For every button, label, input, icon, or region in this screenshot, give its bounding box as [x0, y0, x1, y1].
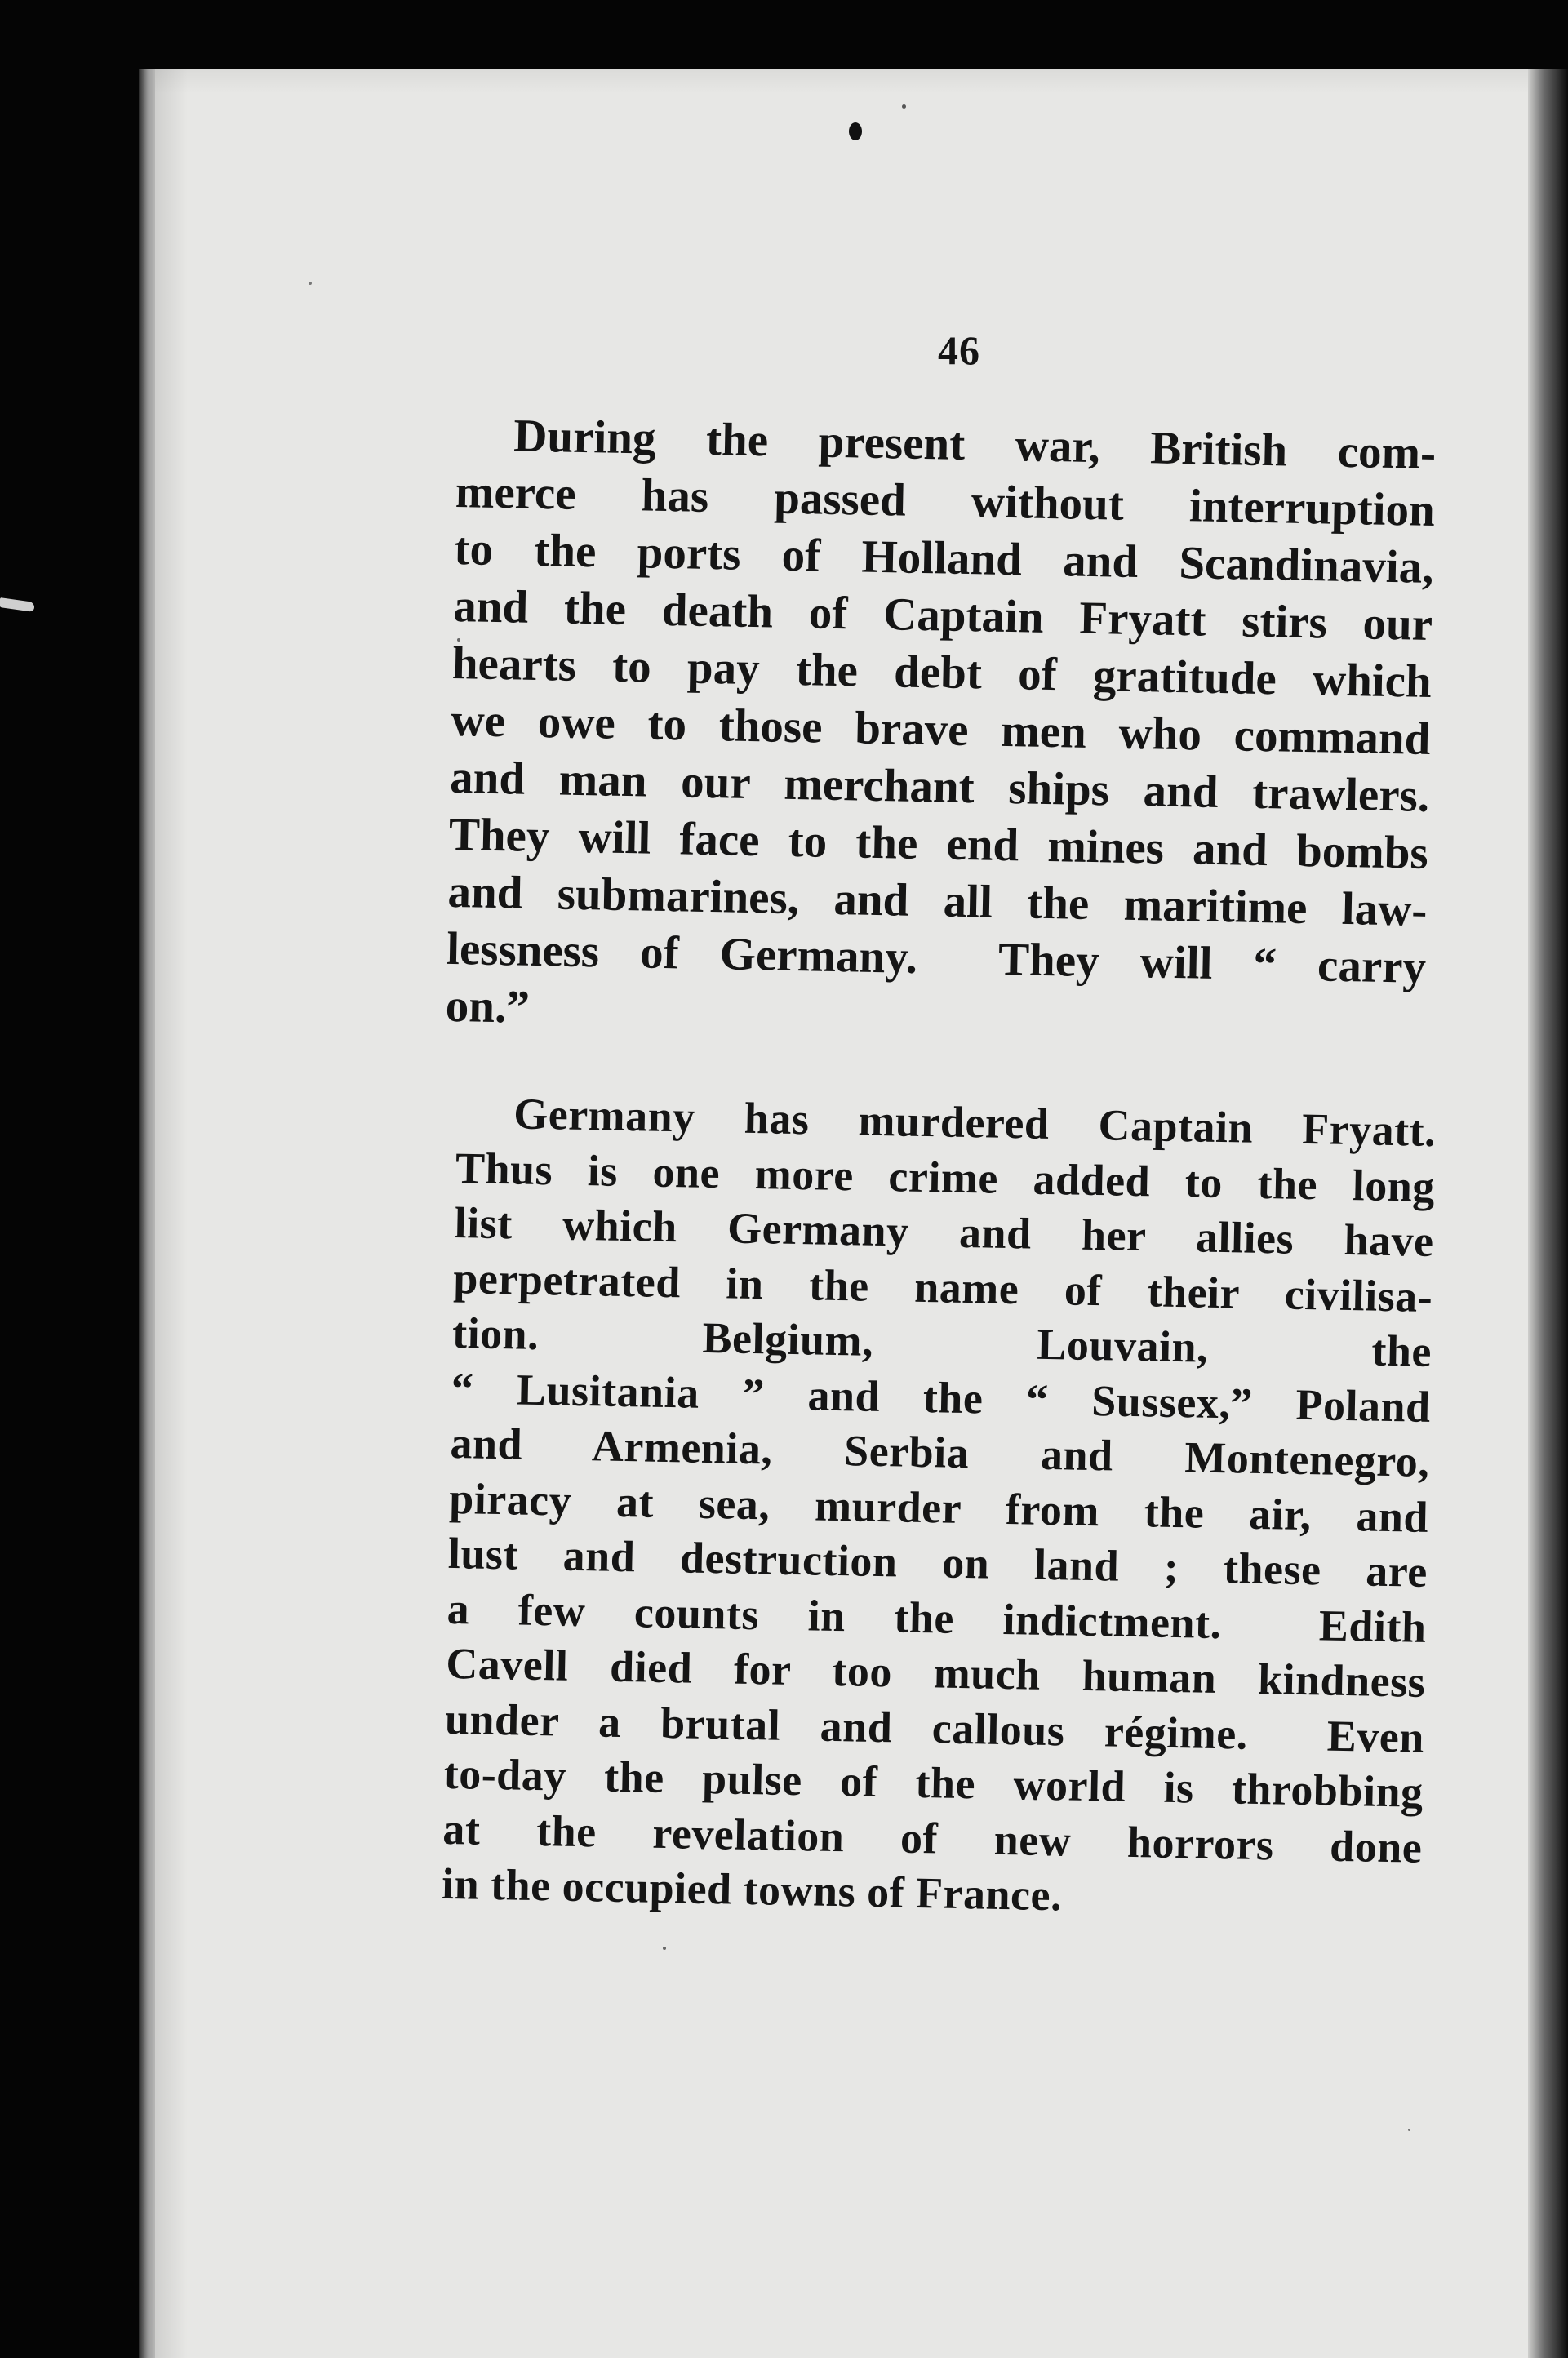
- text-line: to the ports of Holland and Scandinavia,: [454, 522, 1435, 593]
- speck: [663, 1947, 666, 1950]
- text-line: at the revelation of new horrors done: [442, 1804, 1423, 1872]
- text-line: Thus is one more crime added to the long: [455, 1143, 1436, 1211]
- text-line: lessness of Germany. They will “ carry: [446, 922, 1427, 993]
- text-line: Cavell died for too much human kindness: [445, 1638, 1426, 1707]
- text-line: and man our merchant ships and trawlers.: [449, 751, 1430, 822]
- page-number: 46: [938, 327, 980, 373]
- text-line: to-day the pulse of the world is throbbing: [443, 1748, 1424, 1817]
- paragraph-1: [445, 406, 1437, 1054]
- paragraph-2: [442, 1086, 1437, 1930]
- text-line: During the present war, British com-: [513, 410, 1437, 480]
- ink-dot: [849, 122, 862, 140]
- text-line: a few counts in the indictment. Edith: [446, 1583, 1428, 1652]
- text-line: under a brutal and callous régime. Even: [444, 1694, 1425, 1762]
- text-line: list which Germany and her allies have: [454, 1197, 1435, 1267]
- text-line: and submarines, and all the maritime law-: [446, 865, 1428, 936]
- speck: [1408, 2129, 1410, 2131]
- text-line: hearts to pay the debt of gratitude which: [451, 637, 1433, 708]
- text-line: “ Lusitania ” and the “ Sussex,” Poland: [451, 1363, 1432, 1432]
- text-line: Germany has murdered Captain Fryatt.: [513, 1089, 1437, 1157]
- text-line: on.”: [445, 979, 531, 1033]
- text-line: lust and destruction on land ; these are: [447, 1528, 1428, 1596]
- speck: [309, 282, 312, 285]
- text-line: They will face to the end mines and bombs: [448, 808, 1429, 879]
- speck: [902, 104, 906, 109]
- text-line: and the death of Captain Fryatt stirs our: [452, 580, 1433, 651]
- text-line: tion. Belgium, Louvain, the: [451, 1308, 1433, 1376]
- text-line: in the occupied towns of France.: [441, 1858, 1063, 1921]
- page-right-edge: [1528, 69, 1568, 2358]
- text-line: merce has passed without interruption: [455, 465, 1436, 537]
- text-line: and Armenia, Serbia and Montenegro,: [450, 1418, 1430, 1486]
- text-line: we owe to those brave men who command: [451, 694, 1432, 765]
- text-line: perpetrated in the name of their civilisa-: [452, 1253, 1433, 1321]
- text-line: piracy at sea, murder from the air, and: [448, 1473, 1429, 1542]
